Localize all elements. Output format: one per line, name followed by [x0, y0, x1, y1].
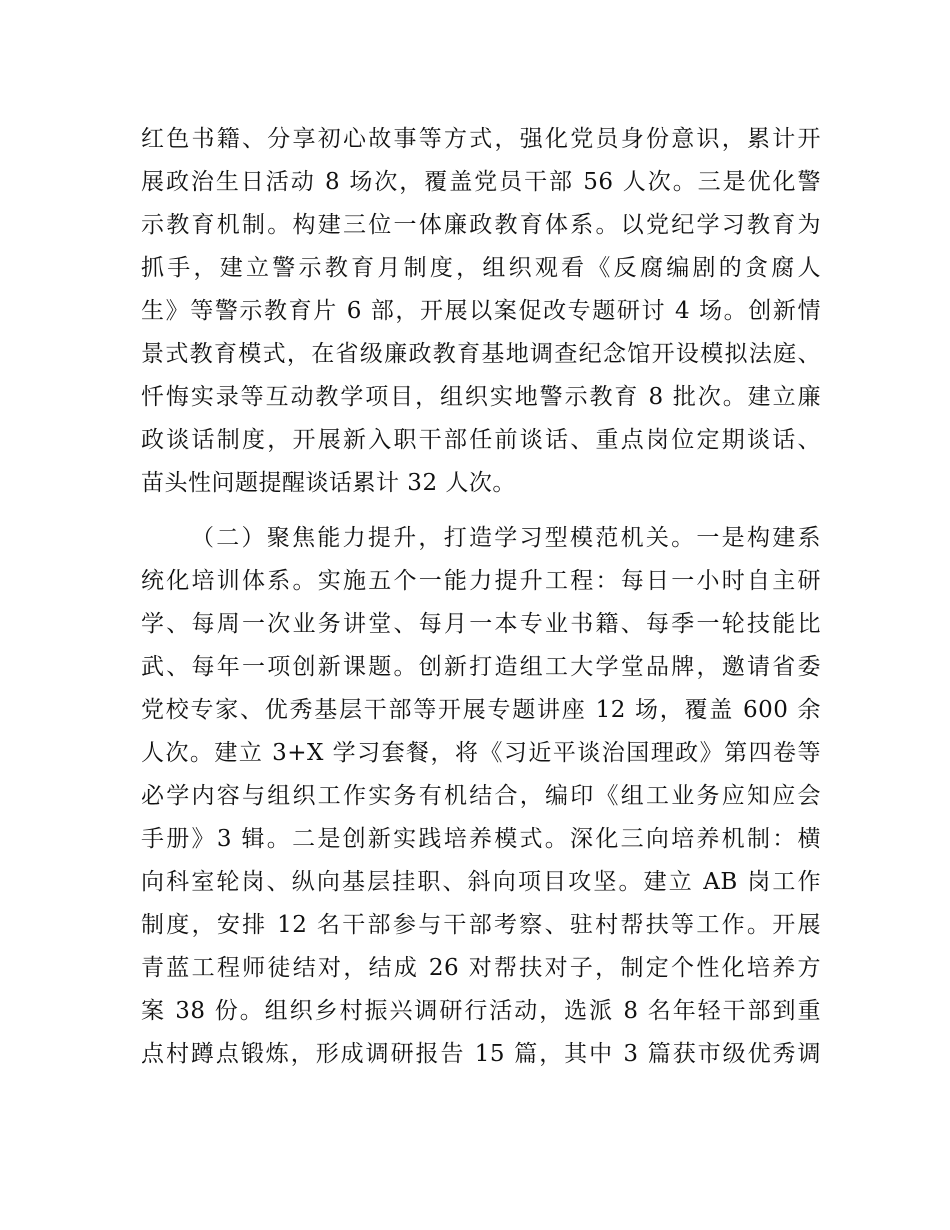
- paragraph-1-line: 景式教育模式，在省级廉政教育基地调查纪念馆开设模拟法庭、: [141, 341, 821, 367]
- paragraph-2-line: （二）聚焦能力提升，打造学习型模范机关。一是构建系: [191, 525, 821, 551]
- paragraph-1-line: 抓手，建立警示教育月制度，组织观看《反腐编剧的贪腐人: [141, 255, 821, 281]
- paragraph-2-line: 必学内容与组织工作实务有机结合，编印《组工业务应知应会: [141, 783, 821, 809]
- paragraph-2-line: 点村蹲点锻炼，形成调研报告 15 篇，其中 3 篇获市级优秀调: [141, 1041, 821, 1067]
- paragraph-2-line: 青蓝工程师徒结对，结成 26 对帮扶对子，制定个性化培养方: [141, 955, 821, 981]
- paragraph-2-line: 制度，安排 12 名干部参与干部考察、驻村帮扶等工作。开展: [141, 912, 821, 938]
- paragraph-1: [141, 118, 821, 505]
- paragraph-1-line: 忏悔实录等互动教学项目，组织实地警示教育 8 批次。建立廉: [141, 384, 821, 410]
- paragraph-2-line: 案 38 份。组织乡村振兴调研行活动，选派 8 名年轻干部到重: [141, 998, 821, 1024]
- paragraph-2-line: 人次。建立 3+X 学习套餐，将《习近平谈治国理政》第四卷等: [141, 740, 821, 766]
- paragraph-2-line: 学、每周一次业务讲堂、每月一本专业书籍、每季一轮技能比: [141, 611, 821, 637]
- paragraph-2-line: 手册》3 辑。二是创新实践培养模式。深化三向培养机制：横: [141, 826, 821, 852]
- paragraph-2-line: 统化培训体系。实施五个一能力提升工程：每日一小时自主研: [141, 568, 821, 594]
- paragraph-1-line: 政谈话制度，开展新入职干部任前谈话、重点岗位定期谈话、: [141, 427, 821, 453]
- paragraph-1-line: 苗头性问题提醒谈话累计 32 人次。: [141, 470, 516, 496]
- paragraph-2-line: 武、每年一项创新课题。创新打造组工大学堂品牌，邀请省委: [141, 654, 821, 680]
- paragraph-2: [141, 517, 821, 1076]
- paragraph-2-line: 向科室轮岗、纵向基层挂职、斜向项目攻坚。建立 AB 岗工作: [141, 869, 821, 895]
- paragraph-1-line: 展政治生日活动 8 场次，覆盖党员干部 56 人次。三是优化警: [141, 169, 821, 195]
- paragraph-2-line: 党校专家、优秀基层干部等开展专题讲座 12 场，覆盖 600 余: [141, 697, 821, 723]
- paragraph-1-line: 示教育机制。构建三位一体廉政教育体系。以党纪学习教育为: [141, 212, 821, 238]
- paragraph-1-line: 生》等警示教育片 6 部，开展以案促改专题研讨 4 场。创新情: [141, 298, 821, 324]
- paragraph-1-line: 红色书籍、分享初心故事等方式，强化党员身份意识，累计开: [141, 126, 821, 152]
